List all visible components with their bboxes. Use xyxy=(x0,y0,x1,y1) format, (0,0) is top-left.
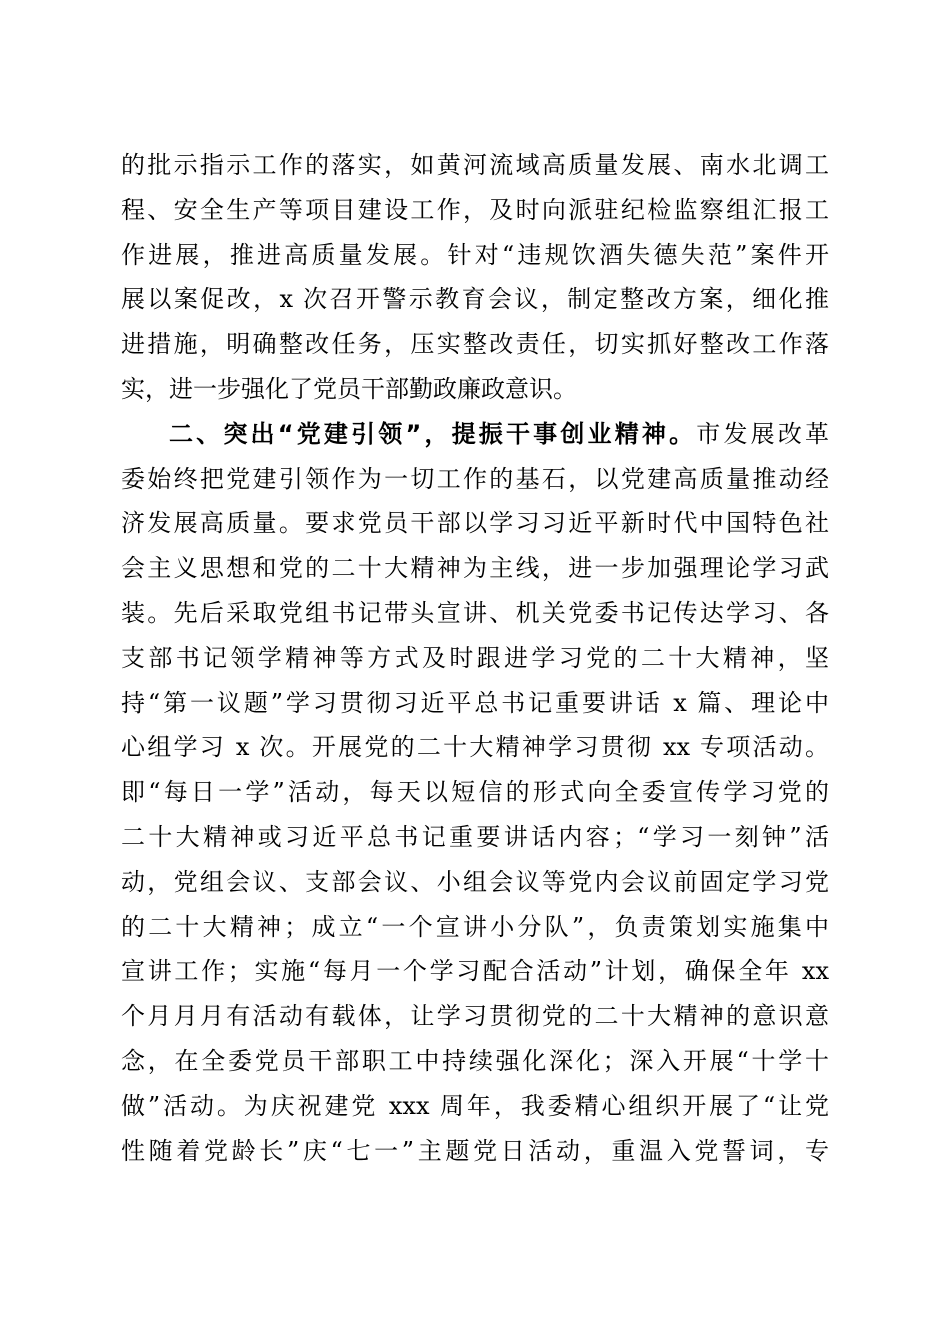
section-heading: 二、突出“党建引领”，提振干事创业精神。 xyxy=(169,419,697,448)
text-line: 宣讲工作；实施“每月一个学习配合活动”计划，确保全年 xx xyxy=(121,957,829,986)
heading-line-rest: 市发展改革 xyxy=(696,419,830,448)
text-line: 会主义思想和党的二十大精神为主线，进一步加强理论学习武 xyxy=(121,554,829,583)
text-line: 动，党组会议、支部会议、小组会议等党内会议前固定学习党 xyxy=(121,867,829,896)
text-line: 的批示指示工作的落实，如黄河流域高质量发展、南水北调工 xyxy=(121,151,829,179)
text-line: 程、安全生产等项目建设工作，及时向派驻纪检监察组汇报工 xyxy=(121,195,829,224)
text-line: 心组学习 x 次。开展党的二十大精神学习贯彻 xx 专项活动。 xyxy=(121,733,829,762)
heading-line xyxy=(121,412,829,457)
document-body xyxy=(121,143,829,1173)
text-line: 即“每日一学”活动，每天以短信的形式向全委宣传学习党的 xyxy=(121,778,829,807)
paragraph-1 xyxy=(121,143,829,412)
paragraph-2 xyxy=(121,412,829,1174)
text-line: 作进展，推进高质量发展。针对“违规饮酒失德失范”案件开 xyxy=(121,240,829,269)
text-line: 济发展高质量。要求党员干部以学习习近平新时代中国特色社 xyxy=(121,509,829,538)
text-line: 实，进一步强化了党员干部勤政廉政意识。 xyxy=(121,374,577,403)
text-line: 进措施，明确整改任务，压实整改责任，切实抓好整改工作落 xyxy=(121,330,829,359)
text-line: 二十大精神或习近平总书记重要讲话内容；“学习一刻钟”活 xyxy=(121,822,829,851)
text-line: 念，在全委党员干部职工中持续强化深化；深入开展“十学十 xyxy=(121,1046,829,1075)
text-line: 个月月月有活动有载体，让学习贯彻党的二十大精神的意识意 xyxy=(121,1002,829,1031)
text-line: 装。先后采取党组书记带头宣讲、机关党委书记传达学习、各 xyxy=(121,598,829,627)
text-line: 做”活动。为庆祝建党 xxx 周年，我委精心组织开展了“让党 xyxy=(121,1091,829,1120)
text-line: 支部书记领学精神等方式及时跟进学习党的二十大精神，坚 xyxy=(121,643,829,672)
text-line: 性随着党龄长”庆“七一”主题党日活动，重温入党誓词，专 xyxy=(121,1136,829,1165)
text-line: 持“第一议题”学习贯彻习近平总书记重要讲话 x 篇、理论中 xyxy=(121,688,829,717)
text-line: 展以案促改，x 次召开警示教育会议，制定整改方案，细化推 xyxy=(121,285,829,314)
text-line: 委始终把党建引领作为一切工作的基石，以党建高质量推动经 xyxy=(121,464,829,493)
text-line: 的二十大精神；成立“一个宣讲小分队”，负责策划实施集中 xyxy=(121,912,829,941)
